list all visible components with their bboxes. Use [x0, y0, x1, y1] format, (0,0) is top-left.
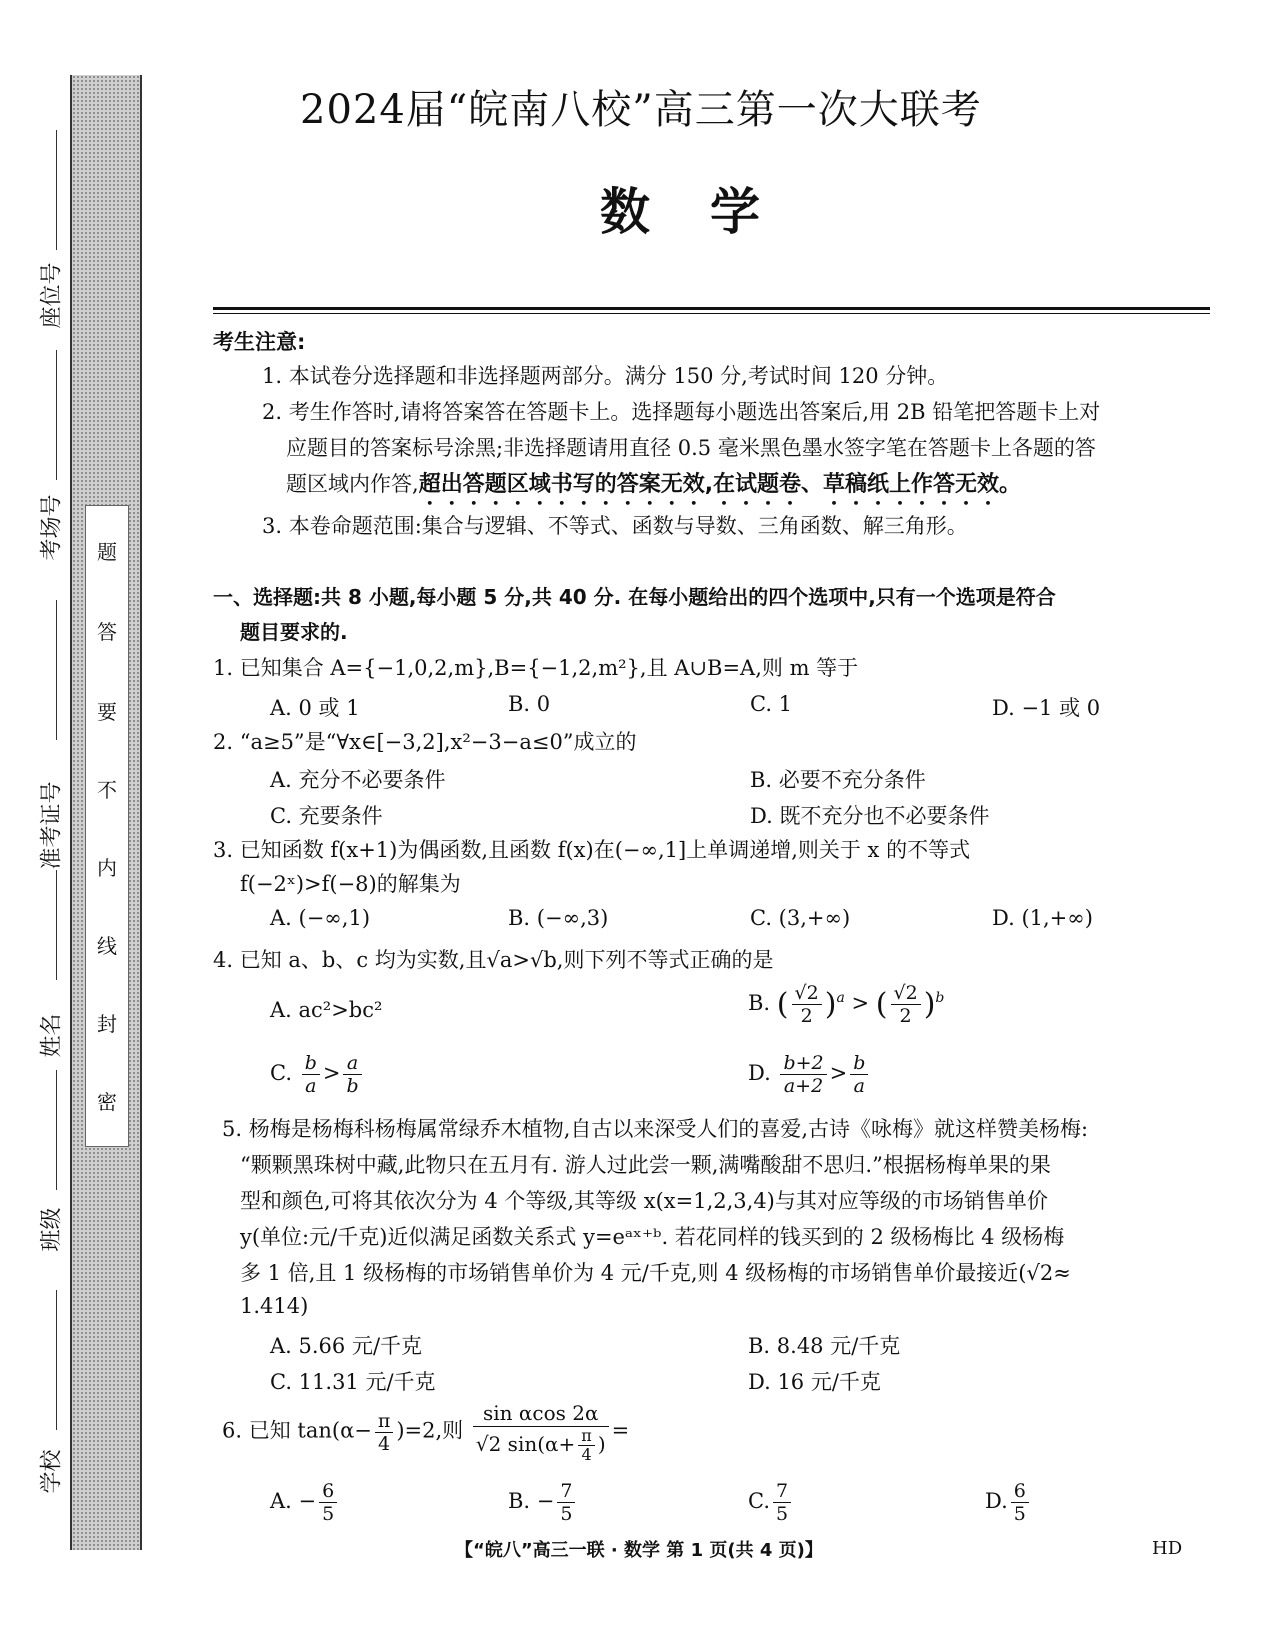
notice-heading: 考生注意: [213, 330, 306, 354]
q2-option-d: D. 既不充分也不必要条件 [750, 804, 990, 828]
write-line [56, 350, 57, 480]
question-4-stem: 4. 已知 a、b、c 均为实数,且√a>√b,则下列不等式正确的是 [213, 948, 774, 972]
seal-char: 要 [97, 700, 117, 724]
section-heading-cont: 题目要求的. [240, 620, 348, 644]
q2-option-b: B. 必要不充分条件 [750, 768, 926, 792]
q2-option-c: C. 充要条件 [270, 804, 383, 828]
q6-option-c: C. $\frac{7}{5}$ [748, 1480, 794, 1525]
q3-option-d: D. (1,+∞) [992, 906, 1093, 930]
notice-warning: 超出答题区域书写的答案无效,在试题卷、草稿纸上作答无效。 [418, 472, 1022, 497]
write-line [56, 1290, 57, 1430]
q3-option-c: C. (3,+∞) [750, 906, 851, 930]
notice-item-2-end [286, 468, 1021, 510]
question-2-stem: 2. “a≥5”是“∀x∈[−3,2],x²−3−a≤0”成立的 [213, 730, 637, 754]
footer-code: HD [1152, 1538, 1183, 1559]
question-3-stem: 3. 已知函数 f(x+1)为偶函数,且函数 f(x)在(−∞,1]上单调递增,则关于 x 的不等式 [213, 838, 971, 862]
question-5-line: y(单位:元/千克)近似满足函数关系式 y=eᵃˣ⁺ᵇ. 若花同样的钱买到的 2 级杨梅比 4 级杨梅 [240, 1225, 1065, 1249]
notice-item-2-cont: 应题目的答案标号涂黑;非选择题请用直径 0.5 毫米黑色墨水签字笔在答题卡上各题的答 [286, 436, 1096, 460]
side-field-school: 学校 [39, 1449, 65, 1494]
question-6-stem: 6. 已知 tan(α− $\frac{\pi}{4}$ )=2,则 sin αcos 2α √2 sin(α+ $\frac{\pi}{4}$ ) = [222, 1401, 630, 1464]
seal-char: 线 [97, 934, 117, 958]
q1-option-a: A. 0 或 1 [270, 696, 360, 720]
q1-option-d: D. −1 或 0 [992, 696, 1101, 720]
seal-char: 不 [97, 778, 117, 802]
q4-option-c: C. $\frac{b}{a}$ > $\frac{a}{b}$ [270, 1052, 365, 1097]
write-line [56, 600, 57, 740]
section-heading: 一、选择题:共 8 小题,每小题 5 分,共 40 分. 在每小题给出的四个选项中,只有一个选项是符合 [213, 585, 1056, 609]
seal-char: 封 [97, 1012, 117, 1036]
q5-option-b: B. 8.48 元/千克 [748, 1334, 901, 1358]
write-line [56, 870, 57, 980]
seal-char: 内 [97, 856, 117, 880]
divider [213, 313, 1210, 314]
q5-option-c: C. 11.31 元/千克 [270, 1370, 436, 1394]
side-field-name: 姓名 [39, 1013, 65, 1058]
q3-option-a: A. (−∞,1) [270, 906, 371, 930]
question-1-stem: 1. 已知集合 A={−1,0,2,m},B={−1,2,m²},且 A∪B=A,则 m 等于 [213, 656, 859, 680]
exam-title: 2024届“皖南八校”高三第一次大联考 [300, 87, 982, 133]
q4-option-d: D. $\frac{b+2}{a+2}$ > $\frac{b}{a}$ [748, 1052, 871, 1097]
side-field-ticket: 准考证号 [39, 781, 65, 870]
write-line [56, 130, 57, 250]
q6-option-b: B. − $\frac{7}{5}$ [508, 1480, 578, 1525]
q2-option-a: A. 充分不必要条件 [270, 768, 446, 792]
notice-item-2: 2. 考生作答时,请将答案答在答题卡上。选择题每小题选出答案后,用 2B 铅笔把答题卡上对 [262, 400, 1101, 424]
seal-char: 答 [97, 620, 117, 644]
notice-item-3: 3. 本卷命题范围:集合与逻辑、不等式、函数与导数、三角函数、解三角形。 [262, 514, 968, 538]
question-5-line: “颗颗黑珠树中藏,此物只在五月有. 游人过此尝一颗,满嘴酸甜不思归.”根据杨梅单果的果 [240, 1153, 1051, 1177]
q4-option-b: B. ( $\frac{√2}{2}$ )$^a$ > ( $\frac{√2}{2}$ )$^b$ [748, 982, 945, 1027]
q4-option-a: A. ac²>bc² [270, 998, 383, 1022]
q6-option-a: A. − $\frac{6}{5}$ [270, 1480, 340, 1525]
seal-char: 题 [97, 540, 117, 564]
seal-line-box [85, 505, 129, 1147]
q5-option-d: D. 16 元/千克 [748, 1370, 881, 1394]
subject-title: 数学 [600, 183, 820, 241]
question-3-stem-cont: f(−2ˣ)>f(−8)的解集为 [240, 872, 461, 896]
page-footer: 【“皖八”高三一联 · 数学 第 1 页(共 4 页)】 [455, 1540, 823, 1561]
question-5-line: 1.414) [240, 1294, 309, 1318]
notice-item-2-text: 题区域内作答, [286, 472, 419, 496]
q6-option-d: D. $\frac{6}{5}$ [985, 1480, 1032, 1525]
q5-option-a: A. 5.66 元/千克 [270, 1334, 423, 1358]
q1-option-b: B. 0 [508, 692, 551, 716]
q1-option-c: C. 1 [750, 692, 793, 716]
question-5-line: 5. 杨梅是杨梅科杨梅属常绿乔木植物,自古以来深受人们的喜爱,古诗《咏梅》就这样赞美杨梅: [222, 1117, 1089, 1141]
side-field-room: 考场号 [39, 494, 65, 561]
side-field-seat: 座位号 [39, 262, 65, 329]
question-5-line: 多 1 倍,且 1 级杨梅的市场销售单价为 4 元/千克,则 4 级杨梅的市场销售单价最接近(√2≈ [240, 1261, 1071, 1285]
notice-item-1: 1. 本试卷分选择题和非选择题两部分。满分 150 分,考试时间 120 分钟。 [262, 364, 949, 388]
question-5-line: 型和颜色,可将其依次分为 4 个等级,其等级 x(x=1,2,3,4)与其对应等级的市场销售单价 [240, 1189, 1048, 1213]
q3-option-b: B. (−∞,3) [508, 906, 609, 930]
side-field-class: 班级 [39, 1207, 65, 1252]
divider [213, 307, 1210, 310]
write-line [56, 1070, 57, 1190]
seal-char: 密 [97, 1090, 117, 1114]
